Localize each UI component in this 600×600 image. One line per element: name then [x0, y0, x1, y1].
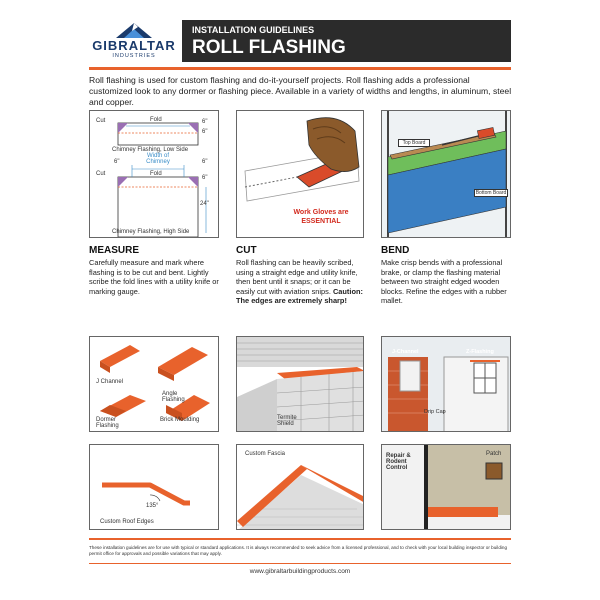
flashing-profiles-panel: [89, 336, 219, 432]
roof-edge-panel: [89, 444, 219, 530]
repair-panel: [381, 444, 511, 530]
high-dim-4: 24": [200, 201, 209, 207]
cut-heading: CUT: [236, 245, 257, 256]
j-channel-siding-label: J-Channel: [392, 349, 419, 355]
high-cut-label: Cut: [96, 171, 106, 177]
termite-shield-panel: [236, 336, 364, 432]
high-dim-3: 6": [202, 175, 208, 181]
angle-flashing-label: Angle Flashing: [162, 391, 185, 403]
gloves-warning-line1: Work Gloves are: [293, 209, 349, 216]
patch-label: Patch: [486, 451, 502, 457]
intro-paragraph: Roll flashing is used for custom flashing and do-it-yourself projects. Roll flashing adds a professional customized look to any dormer or flashing piece. Available in a variety of widths and lengths, in aluminum, steel and copper.: [89, 75, 512, 107]
high-caption: Chimney Flashing, High Side: [112, 229, 190, 235]
brick-moulding-label: Brick Moulding: [160, 417, 200, 423]
repair-rodent-label: Repair & Rodent Control: [386, 453, 411, 471]
drip-cap-label: Drip Cap: [424, 409, 446, 415]
bend-illustration-panel: [381, 110, 511, 238]
termite-shield-label: Termite Shield: [277, 415, 297, 427]
low-caption: Chimney Flashing, Low Side: [112, 147, 189, 153]
high-dim-right: 6": [202, 159, 208, 165]
cut-body-text: Roll flashing can be heavily scribed, using a straight edge and utility knife, then bent until it snaps; or it can be easily cut with aviation snips.: [236, 258, 358, 296]
cut-body: [236, 258, 371, 306]
bend-body: Make crisp bends with a professional brake, or clamp the flashing material between two straight edged wooden blocks. Refine the edges with a rubber mallet.: [381, 258, 507, 306]
siding-panel: [381, 336, 511, 432]
header-rule: [89, 67, 511, 70]
bend-boards-illustration: [382, 111, 511, 238]
low-dim-2: 6": [202, 129, 208, 135]
cut-caution: Caution: The edges are extremely sharp!: [236, 286, 363, 306]
title-banner: [182, 20, 511, 62]
brand-name: GIBRALTAR: [92, 38, 176, 53]
angle-label: 135°: [146, 503, 159, 509]
measure-body: Carefully measure and mark where flashing is to be cut and bent. Lightly scribe the fold lines with a utility knife or marking gauge.: [89, 258, 219, 296]
j-channel-label: J Channel: [96, 379, 124, 385]
custom-fascia-label: Custom Fascia: [245, 451, 286, 457]
cut-illustration-panel: [236, 110, 364, 238]
high-fold-label: Fold: [150, 171, 162, 177]
roof-edge-illustration: [90, 445, 219, 530]
width-of-chimney-label: Width of Chimney: [146, 153, 170, 165]
website-url[interactable]: www.gibraltarbuildingproducts.com: [249, 568, 351, 575]
low-dim-1: 6": [202, 119, 208, 125]
footer-rule-2: [89, 563, 511, 564]
top-board-label: Top Board: [398, 139, 430, 147]
bottom-board-label: Bottom Board: [475, 190, 507, 196]
footer-disclaimer: These installation guidelines are for use with typical or standard applications. It is always recommended to seek advice from a licensed professional, and to check with your local building inspector or building permit office for approvals and possible variations that may apply.: [89, 545, 507, 557]
measure-diagram-panel: [89, 110, 219, 238]
low-fold-label: Fold: [150, 117, 162, 123]
mountain-icon: [114, 22, 154, 38]
bend-heading: BEND: [381, 245, 410, 256]
brand-tagline: INDUSTRIES: [112, 53, 156, 59]
custom-roof-edges-label: Custom Roof Edges: [100, 519, 154, 525]
footer-rule: [89, 538, 511, 540]
gloves-warning-line2: ESSENTIAL: [301, 218, 341, 225]
z-flashing-label: Z-Flashing: [466, 349, 494, 355]
brand-logo: [84, 22, 184, 62]
banner-subtitle: INSTALLATION GUIDELINES: [192, 25, 315, 35]
page-title: ROLL FLASHING: [192, 37, 346, 58]
fascia-panel: [236, 444, 364, 530]
measure-heading: MEASURE: [89, 245, 140, 256]
fascia-illustration: [237, 445, 364, 530]
high-dim-left: 6": [114, 159, 120, 165]
low-cut-label: Cut: [96, 118, 106, 124]
dormer-flashing-label: Dormer Flashing: [96, 417, 119, 429]
